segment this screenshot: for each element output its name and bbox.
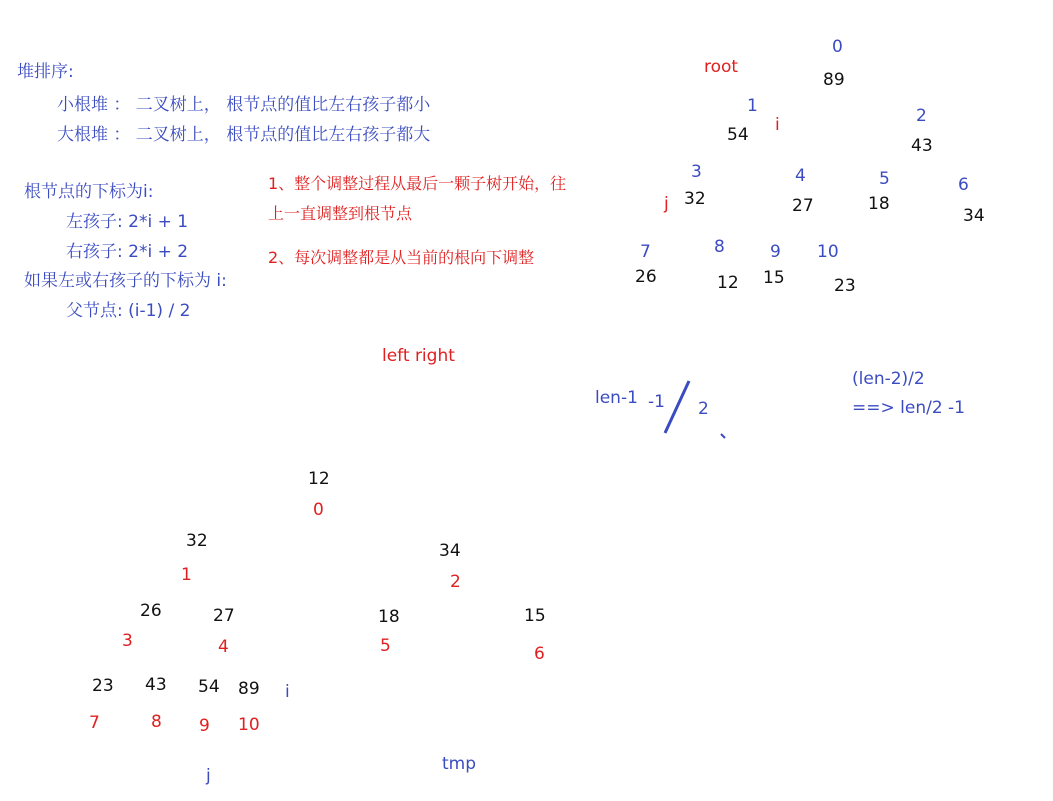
bottom-value-5: 18 xyxy=(378,607,400,627)
right-child-formula: 右孩子: 2*i + 2 xyxy=(66,242,189,262)
top-index-3: 3 xyxy=(691,162,702,182)
top-index-4: 4 xyxy=(795,166,806,186)
parent-formula: 父节点: (i-1) / 2 xyxy=(66,301,191,321)
bottom-value-7: 23 xyxy=(92,676,114,696)
top-value-10: 23 xyxy=(834,276,856,296)
tmp-label: tmp xyxy=(442,754,477,774)
bottom-value-10: 89 xyxy=(238,679,260,699)
bottom-j-label: j xyxy=(206,766,211,786)
big-heap-definition: 大根堆 ： 二叉树上， 根节点的值比左右孩子都大 xyxy=(57,125,431,145)
ink-dot xyxy=(721,434,725,438)
top-value-0: 89 xyxy=(823,70,845,90)
top-index-0: 0 xyxy=(832,37,843,57)
bottom-value-0: 12 xyxy=(308,469,330,489)
heap-sort-title: 堆排序: xyxy=(17,62,74,82)
top-index-1: 1 xyxy=(747,96,758,116)
top-value-4: 27 xyxy=(792,196,814,216)
bottom-index-6: 6 xyxy=(534,644,545,664)
bottom-index-2: 2 xyxy=(450,572,461,592)
rule-1-line-1: 1、整个调整过程从最后一颗子树开始，往 xyxy=(268,174,567,193)
top-j-label: j xyxy=(664,194,669,214)
bottom-index-5: 5 xyxy=(380,636,391,656)
top-value-9: 15 xyxy=(763,268,785,288)
bottom-index-10: 10 xyxy=(238,715,260,735)
top-value-3: 32 xyxy=(684,189,706,209)
division-slash xyxy=(665,381,689,433)
top-index-10: 10 xyxy=(817,242,839,262)
len-minus-two-over-two: (len-2)/2 xyxy=(852,369,925,389)
bottom-value-8: 43 xyxy=(145,675,167,695)
top-index-9: 9 xyxy=(770,242,781,262)
top-value-1: 54 xyxy=(727,125,749,145)
minus-one: -1 xyxy=(648,392,665,412)
top-index-7: 7 xyxy=(640,242,651,262)
top-index-2: 2 xyxy=(916,106,927,126)
top-index-8: 8 xyxy=(714,237,725,257)
top-value-2: 43 xyxy=(911,136,933,156)
top-i-label: i xyxy=(775,115,780,135)
top-value-5: 18 xyxy=(868,194,890,214)
bottom-index-3: 3 xyxy=(122,631,133,651)
bottom-value-2: 34 xyxy=(439,541,461,561)
bottom-value-6: 15 xyxy=(524,606,546,626)
bottom-value-9: 54 xyxy=(198,677,220,697)
root-index-note: 根节点的下标为i: xyxy=(24,182,154,202)
bottom-index-4: 4 xyxy=(218,637,229,657)
bottom-value-4: 27 xyxy=(213,606,235,626)
top-value-7: 26 xyxy=(635,267,657,287)
bottom-index-7: 7 xyxy=(89,713,100,733)
bottom-index-0: 0 xyxy=(313,500,324,520)
len-minus-one: len-1 xyxy=(595,388,638,408)
rule-2: 2、每次调整都是从当前的根向下调整 xyxy=(268,248,535,267)
top-index-6: 6 xyxy=(958,175,969,195)
top-index-5: 5 xyxy=(879,169,890,189)
bottom-index-8: 8 xyxy=(151,712,162,732)
bottom-value-1: 32 xyxy=(186,531,208,551)
left-child-formula: 左孩子: 2*i + 1 xyxy=(66,212,189,232)
rule-1-line-2: 上一直调整到根节点 xyxy=(268,204,413,223)
small-heap-definition: 小根堆 ： 二叉树上， 根节点的值比左右孩子都小 xyxy=(57,95,431,115)
bottom-i-label: i xyxy=(285,682,290,702)
left-right-label: left right xyxy=(382,346,455,366)
divisor-two: 2 xyxy=(698,399,709,419)
child-index-note: 如果左或右孩子的下标为 i: xyxy=(24,271,227,291)
root-label: root xyxy=(704,57,739,77)
bottom-index-9: 9 xyxy=(199,716,210,736)
bottom-value-3: 26 xyxy=(140,601,162,621)
top-value-6: 34 xyxy=(963,206,985,226)
equals-len-half-minus-one: ==> len/2 -1 xyxy=(852,398,965,418)
bottom-index-1: 1 xyxy=(181,565,192,585)
top-value-8: 12 xyxy=(717,273,739,293)
